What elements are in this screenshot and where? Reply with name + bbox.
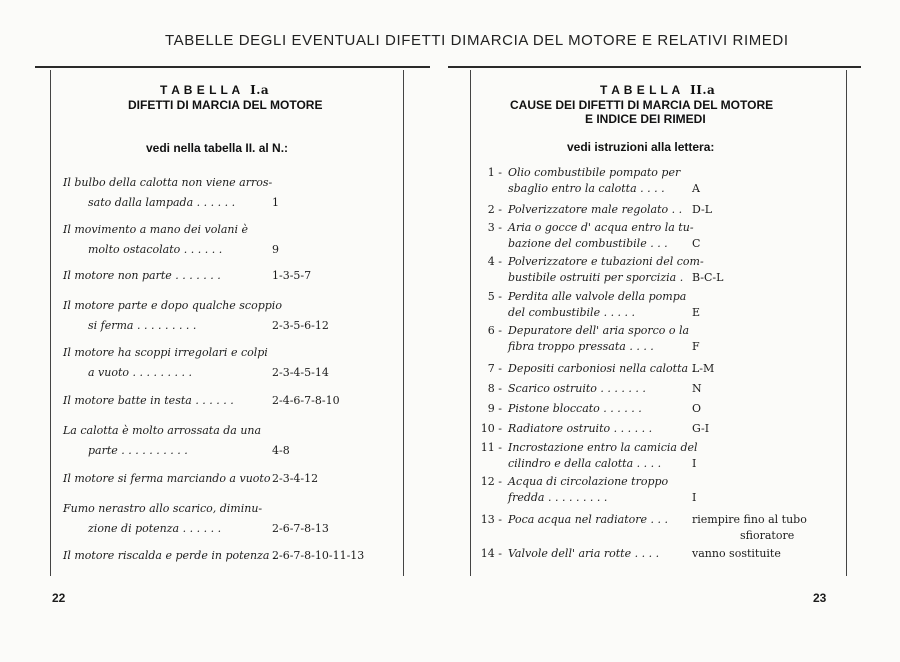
table-subheading-left: vedi nella tabella II. al N.: <box>146 141 289 155</box>
cause-text-line: Poca acqua nel radiatore . . . <box>508 513 669 526</box>
remedy-reference: B-C-L <box>692 271 724 284</box>
defect-text-line: Fumo nerastro allo scarico, diminu- <box>63 502 263 515</box>
cause-text-line: Depositi carboniosi nella calotta . <box>508 362 696 375</box>
cause-number: 12 - <box>480 475 502 488</box>
defect-text-line: sato dalla lampada . . . . . . <box>88 196 236 209</box>
table-heading-left: DIFETTI DI MARCIA DEL MOTORE <box>128 98 323 112</box>
remedy-reference: riempire fino al tubo <box>692 513 807 526</box>
cause-text-line: Polverizzatore male regolato . . <box>508 203 683 216</box>
cause-number: 4 - <box>487 255 502 268</box>
cause-number: 3 - <box>487 221 502 234</box>
cause-text-line: fibra troppo pressata . . . . <box>508 340 654 353</box>
remedy-reference: E <box>692 306 701 319</box>
running-header-left: TABELLE DEGLI EVENTUALI DIFETTI DI <box>165 32 467 49</box>
page-number-right: 23 <box>813 591 827 605</box>
table-number: I.a <box>250 83 270 97</box>
cause-number: 10 - <box>480 422 502 435</box>
defect-text-line: Il bulbo della calotta non viene arros- <box>63 176 273 189</box>
table-label-left <box>160 83 269 97</box>
table-heading-right-line1: CAUSE DEI DIFETTI DI MARCIA DEL MOTORE <box>510 98 774 112</box>
cause-text-line: Aria o gocce d' acqua entro la tu- <box>508 221 694 234</box>
page-number-left: 22 <box>52 591 66 605</box>
remedy-reference: I <box>692 457 697 470</box>
defect-text-line: Il motore batte in testa . . . . . . <box>63 394 234 407</box>
remedy-reference: C <box>692 237 701 250</box>
table-heading-right-line2: E INDICE DEI RIMEDI <box>585 112 706 126</box>
cause-number: 9 - <box>487 402 502 415</box>
remedy-reference: F <box>692 340 700 353</box>
header-rule-left <box>35 66 430 68</box>
cause-number: 7 - <box>487 362 502 375</box>
cause-number: 2 - <box>487 203 502 216</box>
cause-text-line: Radiatore ostruito . . . . . . <box>508 422 653 435</box>
defect-text-line: Il motore riscalda e perde in potenza . <box>63 549 277 562</box>
defect-reference: 1 <box>272 196 279 209</box>
cause-text-line: Depuratore dell' aria sporco o la <box>508 324 690 337</box>
cause-text-line: sbaglio entro la calotta . . . . <box>508 182 665 195</box>
remedy-reference: A <box>692 182 700 195</box>
remedy-reference: D-L <box>692 203 713 216</box>
remedy-reference: vanno sostituite <box>692 547 781 560</box>
cause-text-line: Polverizzatore e tubazioni del com- <box>508 255 704 268</box>
defect-text-line: Il motore non parte . . . . . . . <box>63 269 221 282</box>
cause-text-line: bustibile ostruiti per sporcizia . <box>508 271 684 284</box>
remedy-reference: O <box>692 402 702 415</box>
cause-text-line: Olio combustibile pompato per <box>508 166 681 179</box>
defect-text-line: Il motore parte e dopo qualche scoppio <box>63 299 282 312</box>
cause-number: 6 - <box>487 324 502 337</box>
defect-reference: 1-3-5-7 <box>272 269 312 282</box>
cause-text-line: cilindro e della calotta . . . . <box>508 457 662 470</box>
table-number: II.a <box>690 83 716 97</box>
cause-text-line: Acqua di circolazione troppo <box>508 475 669 488</box>
cause-number: 13 - <box>480 513 502 526</box>
cause-number: 8 - <box>487 382 502 395</box>
remedy-reference: G-I <box>692 422 710 435</box>
table-label-right <box>600 83 715 97</box>
cause-text-line: Valvole dell' aria rotte . . . . <box>508 547 660 560</box>
cause-text-line: Incrostazione entro la camicia del <box>508 441 698 454</box>
running-header-right: MARCIA DEL MOTORE E RELATIVI RIMEDI <box>467 32 789 49</box>
table-label-word: T A B E L L A <box>600 83 681 97</box>
cause-number: 11 - <box>480 441 502 454</box>
remedy-reference: I <box>692 491 697 504</box>
cause-number: 14 - <box>480 547 502 560</box>
cause-text-line: bazione del combustibile . . . <box>508 237 668 250</box>
defect-text-line: si ferma . . . . . . . . . <box>88 319 197 332</box>
defect-text-line: Il motore ha scoppi irregolari e colpi <box>63 346 268 359</box>
cause-text-line: fredda . . . . . . . . . <box>508 491 608 504</box>
defect-reference: 2-3-4-5-14 <box>272 366 329 379</box>
cause-number: 1 - <box>487 166 502 179</box>
defect-reference: 2-4-6-7-8-10 <box>272 394 340 407</box>
defect-reference: 2-3-5-6-12 <box>272 319 329 332</box>
cause-number: 5 - <box>487 290 502 303</box>
cause-text-line: Scarico ostruito . . . . . . . <box>508 382 646 395</box>
defect-reference: 2-3-4-12 <box>272 472 319 485</box>
cause-text-line: del combustibile . . . . . <box>508 306 636 319</box>
table-label-word: T A B E L L A <box>160 83 241 97</box>
header-rule-right <box>448 66 861 68</box>
defect-text-line: Il movimento a mano dei volani è <box>63 223 249 236</box>
remedy-reference: N <box>692 382 702 395</box>
defect-reference: 2-6-7-8-10-11-13 <box>272 549 365 562</box>
defect-reference: 9 <box>272 243 279 256</box>
table-subheading-right: vedi istruzioni alla lettera: <box>567 140 715 154</box>
cause-text-line: Pistone bloccato . . . . . . <box>508 402 642 415</box>
defect-reference: 2-6-7-8-13 <box>272 522 329 535</box>
remedy-reference: sfioratore <box>740 529 795 542</box>
defect-text-line: Il motore si ferma marciando a vuoto <box>63 472 271 485</box>
defect-text-line: zione di potenza . . . . . . <box>88 522 222 535</box>
defect-text-line: a vuoto . . . . . . . . . <box>88 366 192 379</box>
defect-text-line: parte . . . . . . . . . . <box>88 444 188 457</box>
cause-text-line: Perdita alle valvole della pompa <box>508 290 687 303</box>
defect-text-line: molto ostacolato . . . . . . <box>88 243 223 256</box>
defect-reference: 4-8 <box>272 444 290 457</box>
defect-text-line: La calotta è molto arrossata da una <box>63 424 262 437</box>
remedy-reference: L-M <box>692 362 715 375</box>
